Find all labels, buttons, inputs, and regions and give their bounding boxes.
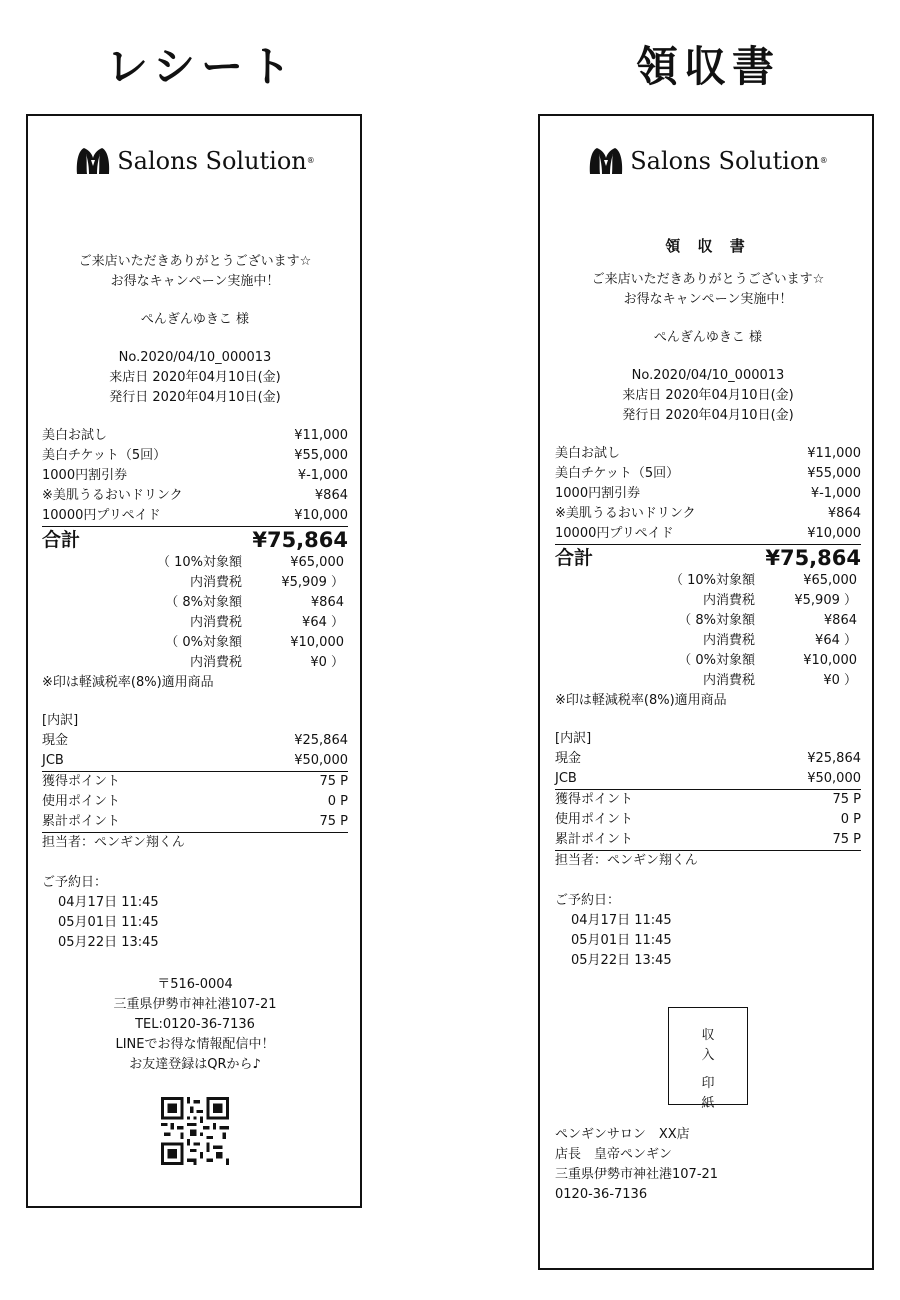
receipt-number: No.2020/04/10_000013 bbox=[631, 368, 785, 383]
shop-name: ペンギンサロン XX店 bbox=[555, 1127, 690, 1142]
line-item: 美白お試し ¥11,000 bbox=[555, 446, 861, 461]
tax-row: 内消費税 ¥64 ） bbox=[702, 633, 857, 648]
shop-manager: 店長 皇帝ペンギン bbox=[555, 1147, 672, 1162]
reduced-tax-note: ※印は軽減税率(8%)適用商品 bbox=[42, 675, 214, 690]
payment-row: JCB ¥50,000 bbox=[42, 751, 348, 772]
visit-date: 来店日 2020年04月10日(金) bbox=[622, 388, 794, 403]
reservation-item: 05月22日 13:45 bbox=[58, 935, 159, 950]
line-item: 1000円割引券 ¥-1,000 bbox=[42, 468, 348, 483]
line-item: 10000円プリペイド ¥10,000 bbox=[42, 506, 348, 527]
reduced-tax-note: ※印は軽減税率(8%)適用商品 bbox=[555, 693, 727, 708]
reservation-label: ご予約日： bbox=[42, 875, 108, 890]
reservation-item: 04月17日 11:45 bbox=[58, 895, 159, 910]
reservation-item: 05月22日 13:45 bbox=[571, 953, 672, 968]
reservation-item: 05月01日 11:45 bbox=[571, 933, 672, 948]
penguin-logo-icon bbox=[588, 146, 624, 176]
ryoshusho-heading: 領 収 書 bbox=[665, 237, 751, 255]
line-item: 美白お試し ¥11,000 bbox=[42, 428, 348, 443]
greeting-line-1: ご来店いただきありがとうございます☆ bbox=[78, 254, 312, 269]
shop-address: 三重県伊勢市神社港107-21 bbox=[555, 1167, 719, 1182]
tax-row: （ 8%対象額 ¥864 bbox=[165, 595, 344, 610]
brand-name: Salons Solution bbox=[117, 147, 307, 175]
tax-row: 内消費税 ¥0 ） bbox=[189, 655, 344, 670]
shop-address: 三重県伊勢市神社港107-21 bbox=[113, 997, 277, 1012]
greeting-line-2: お得なキャンペーン実施中！ bbox=[623, 292, 793, 307]
line-item: 美白チケット（5回） ¥55,000 bbox=[42, 448, 348, 463]
reservation-item: 04月17日 11:45 bbox=[571, 913, 672, 928]
registered-mark: ® bbox=[306, 156, 315, 165]
tax-row: （ 10%対象額 ¥65,000 bbox=[156, 555, 344, 570]
staff-name: 担当者：ペンギン翔くん bbox=[42, 835, 185, 850]
points-row: 獲得ポイント 75 P bbox=[42, 774, 348, 789]
line-item: ※美肌うるおいドリンク ¥864 bbox=[555, 506, 861, 521]
points-row: 使用ポイント 0 P bbox=[555, 812, 861, 827]
issue-date: 発行日 2020年04月10日(金) bbox=[622, 408, 794, 423]
customer-name: ぺんぎんゆきこ 様 bbox=[140, 312, 250, 327]
brand-logo bbox=[42, 140, 348, 182]
points-row: 累計ポイント 75 P bbox=[555, 830, 861, 851]
payment-row: 現金 ¥25,864 bbox=[555, 751, 861, 766]
registered-mark: ® bbox=[819, 156, 828, 165]
brand-name: Salons Solution bbox=[630, 147, 820, 175]
greeting-line-1: ご来店いただきありがとうございます☆ bbox=[591, 272, 825, 287]
payment-row: 現金 ¥25,864 bbox=[42, 733, 348, 748]
breakdown-label: [内訳] bbox=[42, 713, 79, 728]
tax-row: 内消費税 ¥5,909 ） bbox=[189, 575, 344, 590]
shop-phone: 0120-36-7136 bbox=[555, 1187, 648, 1202]
brand-logo bbox=[555, 140, 861, 182]
receipt-number: No.2020/04/10_000013 bbox=[118, 350, 272, 365]
line-item: ※美肌うるおいドリンク ¥864 bbox=[42, 488, 348, 503]
total-row: 合計 ¥75,864 bbox=[42, 528, 348, 552]
receipt-panel-title: レシート bbox=[106, 42, 297, 91]
receipt-document bbox=[26, 114, 362, 1208]
breakdown-label: [内訳] bbox=[555, 731, 592, 746]
ryoshusho-panel-title: 領収書 bbox=[636, 42, 781, 91]
ryoshusho-document bbox=[538, 114, 874, 1270]
shop-tel: TEL:0120-36-7136 bbox=[135, 1017, 255, 1032]
reservation-item: 05月01日 11:45 bbox=[58, 915, 159, 930]
line-item: 美白チケット（5回） ¥55,000 bbox=[555, 466, 861, 481]
points-row: 累計ポイント 75 P bbox=[42, 812, 348, 833]
reservation-label: ご予約日： bbox=[555, 893, 621, 908]
tax-row: 内消費税 ¥0 ） bbox=[702, 673, 857, 688]
qr-code-icon[interactable] bbox=[161, 1097, 229, 1165]
customer-name: ぺんぎんゆきこ 様 bbox=[653, 330, 763, 345]
line-item: 1000円割引券 ¥-1,000 bbox=[555, 486, 861, 501]
line-promo: LINEでお得な情報配信中！ bbox=[115, 1037, 275, 1052]
total-row: 合計 ¥75,864 bbox=[555, 546, 861, 570]
points-row: 獲得ポイント 75 P bbox=[555, 792, 861, 807]
penguin-logo-icon bbox=[75, 146, 111, 176]
tax-row: 内消費税 ¥64 ） bbox=[189, 615, 344, 630]
stamp-label-top: 収入 bbox=[701, 1028, 737, 1063]
visit-date: 来店日 2020年04月10日(金) bbox=[109, 370, 281, 385]
issue-date: 発行日 2020年04月10日(金) bbox=[109, 390, 281, 405]
tax-row: 内消費税 ¥5,909 ） bbox=[702, 593, 857, 608]
revenue-stamp-box bbox=[668, 1007, 748, 1111]
stamp-label-bottom: 印紙 bbox=[701, 1076, 737, 1111]
postal-code: 〒516-0004 bbox=[157, 977, 233, 992]
greeting-line-2: お得なキャンペーン実施中！ bbox=[110, 274, 280, 289]
tax-row: （ 8%対象額 ¥864 bbox=[678, 613, 857, 628]
payment-row: JCB ¥50,000 bbox=[555, 769, 861, 790]
line-item: 10000円プリペイド ¥10,000 bbox=[555, 524, 861, 545]
line-friend-register: お友達登録はQRから♪ bbox=[129, 1057, 261, 1072]
tax-row: （ 0%対象額 ¥10,000 bbox=[678, 653, 857, 668]
staff-name: 担当者：ペンギン翔くん bbox=[555, 853, 698, 868]
tax-row: （ 10%対象額 ¥65,000 bbox=[669, 573, 857, 588]
points-row: 使用ポイント 0 P bbox=[42, 794, 348, 809]
tax-row: （ 0%対象額 ¥10,000 bbox=[165, 635, 344, 650]
